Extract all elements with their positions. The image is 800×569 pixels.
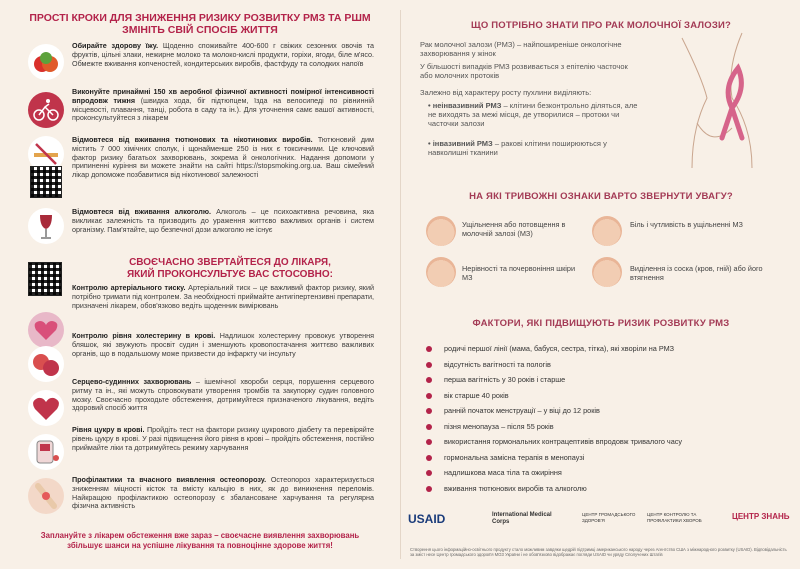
column-divider [400,10,401,559]
sign-text: Біль і чутливість в ущільненні МЗ [630,220,743,229]
check-text: Контролю рівня холестерину в крові. Надлишок холестерину провокує утворення бляшок, які звужують просвіт судин і зменшують кровопостачання життєво важливих органів, що в подальшому може призвести до інфаркту чи інсульту [72,331,375,358]
check-cholesterol [28,332,374,376]
list-item: надлишкова маса тіла та ожиріння [426,468,746,484]
check-osteoporosis [28,476,374,524]
heart-icon [28,390,64,426]
warning-signs-title: НА ЯКІ ТРИВОЖНІ ОЗНАКИ ВАРТО ЗВЕРНУТИ УВАГУ? [469,191,733,202]
breast-pain-icon [592,216,622,246]
check-text: Серцево-судинних захворювань – ішемічної хвороби серця, порушення серцевого ритму та ін., які можуть спровокувати утворення тромбів та закупорку судин головного мозку. Своєчасно проходьте обстеження, дотримуйтеся призначеного лікування, ведіть здоровий спосіб життя [72,377,374,413]
intro-p2: У більшості випадків РМЗ розвивається з епітелію часточок або молочних протоків [420,62,628,80]
fruit-icon [28,44,64,80]
step-no-alcohol [28,208,374,244]
check-text: Рівня цукру в крові. Пройдіть тест на фактори ризику цукрового діабету та перевіряйте рівень цукру в крові. У разі підвищення його рівня в крові – пройдіть обстеження, постійно приймайте ліки та дотримуйтесь режиму харчування [72,425,374,452]
invasive-item: • інвазивний РМЗ – ракові клітини поширюються у навколишні тканини [428,139,607,157]
sign-text: Ущільнення або потовщення в молочній залозі (МЗ) [462,220,566,238]
intro-p1: Рак молочної залози (РМЗ) – найпоширеніше онкологічне захворювання у жінок [420,40,622,58]
step-text: Відмовтеся від вживання алкоголю. Алкоголь – це психоактивна речовина, яка викликає залежність та призводить до ураження життєво важливих органів і систем організму. Пам'ятайте, що безпечної дози алкоголю не існує [72,207,374,234]
disclaimer: Створення цього інформаційно-освітнього продукту стало можливим завдяки щедрій підтримці американського народу через Агентство США з міжнародного розвитку (USAID). Відповідальність за зміст несе Центр громадського здоров'я МОЗ України і не обов'язково відображає погляди USAID чи уряду Сполучених Штатів [410,547,787,557]
step-healthy-food [28,42,374,88]
list-item: вік старше 40 років [426,391,746,407]
sign-text: Виділення із соска (кров, гній) або його втягнення [630,264,763,282]
right-title: ЩО ПОТРІБНО ЗНАТИ ПРО РАК МОЛОЧНОЇ ЗАЛОЗИ? [470,20,732,31]
step-text: Відмовтеся від вживання тютюнових та нікотинових виробів. Тютюновий дим містить 7 000 хімічних сполук, і щонайменше 250 із них є токсичними. Це ключовий фактор ризику багатьох захворювань, зокрема й онкологічних. Надання допомоги у припиненні куріння ви можете знайти на сайті https://stopsmoking.org.ua. Ваш сімейний лікар допоможе позбавитися від нікотинової залежності [72,135,374,180]
logo-strip [402,506,800,540]
doctor-title: СВОЄЧАСНО ЗВЕРТАЙТЕСЯ ДО ЛІКАРЯ, ЯКИЙ ПРОКОНСУЛЬТУЄ ВАС СТОСОВНО: [126,257,333,280]
step-no-smoking [28,136,374,206]
risk-factors-list [426,344,746,499]
woman-illustration [652,28,772,178]
knowledge-center-logo: ЦЕНТР ЗНАНЬ [732,512,790,521]
risk-factors-title: ФАКТОРИ, ЯКІ ПІДВИЩУЮТЬ РИЗИК РОЗВИТКУ РМЗ [472,318,730,329]
left-title: ПРОСТІ КРОКИ ДЛЯ ЗНИЖЕННЯ РИЗИКУ РОЗВИТКУ РМЗ ТА РШМ ЗМІНІТЬ СВІЙ СПОСІБ ЖИТТЯ [29,12,371,36]
cycling-icon [28,92,64,128]
step-text: Виконуйте принаймні 150 хв аеробної фізичної активності помірної інтенсивності впродовж тижня (швидка хода, біг підтюпцем, їзда на велосипеді по рівнинній місцевості, плавання, танці, робота в саду та ін.). Для уточнення самє вашої активності, проконсультуйтеся з лікарем [72,87,374,123]
usaid-logo: USAID [408,512,446,526]
step-text: Обирайте здорову їжу. Щоденно споживайте 400-600 г свіжих сезонних овочів та фруктів, цільні злаки, нежирне молоко та молоко-кислі продукти, горіхи, ягоди, біле м'ясо. Обмежте вживання копченостей, кондитерських виробів, фастфуду та солодких напоїв [72,41,374,68]
qr-code-icon [30,166,62,198]
check-blood-sugar [28,426,374,470]
skin-redness-icon [426,257,456,287]
nipple-discharge-icon [592,257,622,287]
bottom-callout: Заплануйте з лікарем обстеження вже зараз – своєчасне виявлення захворювань збільшує шанси на успішне лікування та повноцінне здорове життя! [40,531,360,550]
breast-lump-icon [426,216,456,246]
list-item: відсутність вагітності та пологів [426,360,746,376]
noninvasive-item: • неінвазивний РМЗ – клітини безконтрольно діляться, але не виходять за межі місця, де утворилися – протоки чи часточки залози [428,101,638,128]
check-blood-pressure [28,284,374,330]
imc-logo: International Medical Corps [492,512,552,525]
step-activity [28,88,374,138]
sign-text: Нерівності та почервоніння шкіри МЗ [462,264,576,282]
intro-p3: Залежно від характеру росту пухлини виділяють: [420,88,592,97]
check-text: Контролю артеріального тиску. Артеріальний тиск – це важливий фактор ризику, який потрібно тримати під контролем. За необхідності приймайте антигіпертензивні препарати, призначені лікарем, обов'язково ведіть щоденник вимірювань [72,283,374,310]
list-item: гормональна замісна терапія в менопаузі [426,453,746,469]
cholesterol-icon [28,346,64,382]
check-cardiovascular [28,378,374,422]
list-item: ранній початок менструації – у віці до 12 років [426,406,746,422]
list-item: пізня менопауза – після 55 років [426,422,746,438]
cdc-logo: ЦЕНТР КОНТРОЛЮ ТА ПРОФІЛАКТИКИ ХВОРОБ [647,512,702,523]
right-column [402,0,800,569]
bone-icon [28,478,64,514]
wine-glass-icon [28,208,64,244]
list-item: перша вагітність у 30 років і старше [426,375,746,391]
list-item: використання гормональних контрацептивів впродовж тривалого часу [426,437,746,453]
phc-logo: ЦЕНТР ГРОМАДСЬКОГО ЗДОРОВ'Я [582,512,636,523]
list-item: вживання тютюнових виробів та алкоголю [426,484,746,500]
glucometer-icon [28,434,64,470]
check-text: Профілактики та вчасного виявлення остеопорозу. Остеопороз характеризується зниженням міцності кісток та вмісту кальцію в них, як до виникнення переломів. Найкращою профілактикою остеопорозу є збалансоване харчування та регулярна фізична активність [72,475,374,511]
list-item: родичі першої лінії (мама, бабуся, сестра, тітка), які хворіли на РМЗ [426,344,746,360]
